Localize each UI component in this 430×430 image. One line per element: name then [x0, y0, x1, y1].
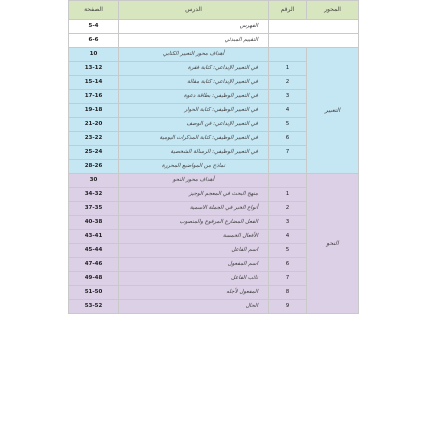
lesson-title: الفعل المضارع المرفوع والمنصوب [119, 216, 269, 230]
row-number: 4 [269, 104, 307, 118]
header-page: الصفحة [69, 1, 119, 20]
page-number: 17-16 [69, 90, 119, 104]
row-number: 2 [269, 76, 307, 90]
header-number: الرقم [269, 1, 307, 20]
lesson-title: في التعبير الإبداعي: كتابة مقالة [119, 76, 269, 90]
lesson-title: في التعبير الإبداعي: فن الوصف [119, 118, 269, 132]
row-number: 9 [269, 300, 307, 314]
lesson-title: في التعبير الوظيفي: كتابة الحوار [119, 104, 269, 118]
page-number: 15-14 [69, 76, 119, 90]
page-number: 19-18 [69, 104, 119, 118]
lesson-title: الفهرس [119, 20, 269, 34]
lesson-title: التقييم المبدئي [119, 34, 269, 48]
section-objective-title: أهداف محور النحو [119, 174, 269, 188]
header-lesson: الدرس [119, 1, 269, 20]
page-number: 45-44 [69, 244, 119, 258]
page-number: 6-6 [69, 34, 119, 48]
lesson-title: منهج البحث في المعجم الوجيز [119, 188, 269, 202]
lesson-title: اسم الفاعل [119, 244, 269, 258]
row-number: 8 [269, 286, 307, 300]
page-number: 43-41 [69, 230, 119, 244]
row-number: 5 [269, 244, 307, 258]
row-number: 5 [269, 118, 307, 132]
row-number [269, 160, 307, 174]
row-number: 1 [269, 62, 307, 76]
page-number: 23-22 [69, 132, 119, 146]
toc-table [68, 0, 359, 314]
lesson-title: الأفعال الخمسة [119, 230, 269, 244]
row-number: 3 [269, 90, 307, 104]
page-number: 25-24 [69, 146, 119, 160]
page-number: 13-12 [69, 62, 119, 76]
axis-label-grammar: النحو [307, 174, 359, 314]
row-number: 6 [269, 258, 307, 272]
row-number [269, 20, 359, 34]
lesson-title: أنواع الخبر في الجملة الاسمية [119, 202, 269, 216]
lesson-title: اسم المفعول [119, 258, 269, 272]
lesson-title: نائب الفاعل [119, 272, 269, 286]
page-number: 21-20 [69, 118, 119, 132]
row-number: 7 [269, 272, 307, 286]
lesson-title: في التعبير الوظيفي: الرسالة الشخصية [119, 146, 269, 160]
section-objective-row [69, 48, 359, 62]
row-number: 4 [269, 230, 307, 244]
row-number: 3 [269, 216, 307, 230]
page-number: 37-35 [69, 202, 119, 216]
page-number: 51-50 [69, 286, 119, 300]
page-number: 49-48 [69, 272, 119, 286]
row-number: 1 [269, 188, 307, 202]
lesson-title: في التعبير الوظيفي: كتابة المذكرات اليومية [119, 132, 269, 146]
row-number: 6 [269, 132, 307, 146]
row-number: 7 [269, 146, 307, 160]
section-objective-row [69, 174, 359, 188]
axis-label-expression: التعبير [307, 48, 359, 174]
section-objective-title: أهداف محور التعبير الكتابي [119, 48, 269, 62]
row-number [269, 34, 359, 48]
lesson-title: الحال [119, 300, 269, 314]
row-number [269, 48, 307, 62]
row-number: 2 [269, 202, 307, 216]
header-row [69, 1, 359, 20]
page-number: 5-4 [69, 20, 119, 34]
page-number: 40-38 [69, 216, 119, 230]
table-row [69, 34, 359, 48]
row-number [269, 174, 307, 188]
page-number: 53-52 [69, 300, 119, 314]
page-number: 34-32 [69, 188, 119, 202]
table-row [69, 20, 359, 34]
page-number: 10 [69, 48, 119, 62]
lesson-title: في التعبير الإبداعي: كتابة فقرة [119, 62, 269, 76]
page-number: 47-46 [69, 258, 119, 272]
lesson-title: المفعول لأجله [119, 286, 269, 300]
header-axis: المحور [307, 1, 359, 20]
toc-body [69, 1, 359, 314]
page-number: 30 [69, 174, 119, 188]
lesson-title: في التعبير الوظيفي: بطاقة دعوة [119, 90, 269, 104]
models-title: نماذج من المواضيع المحررة [119, 160, 269, 174]
page-number: 28-26 [69, 160, 119, 174]
